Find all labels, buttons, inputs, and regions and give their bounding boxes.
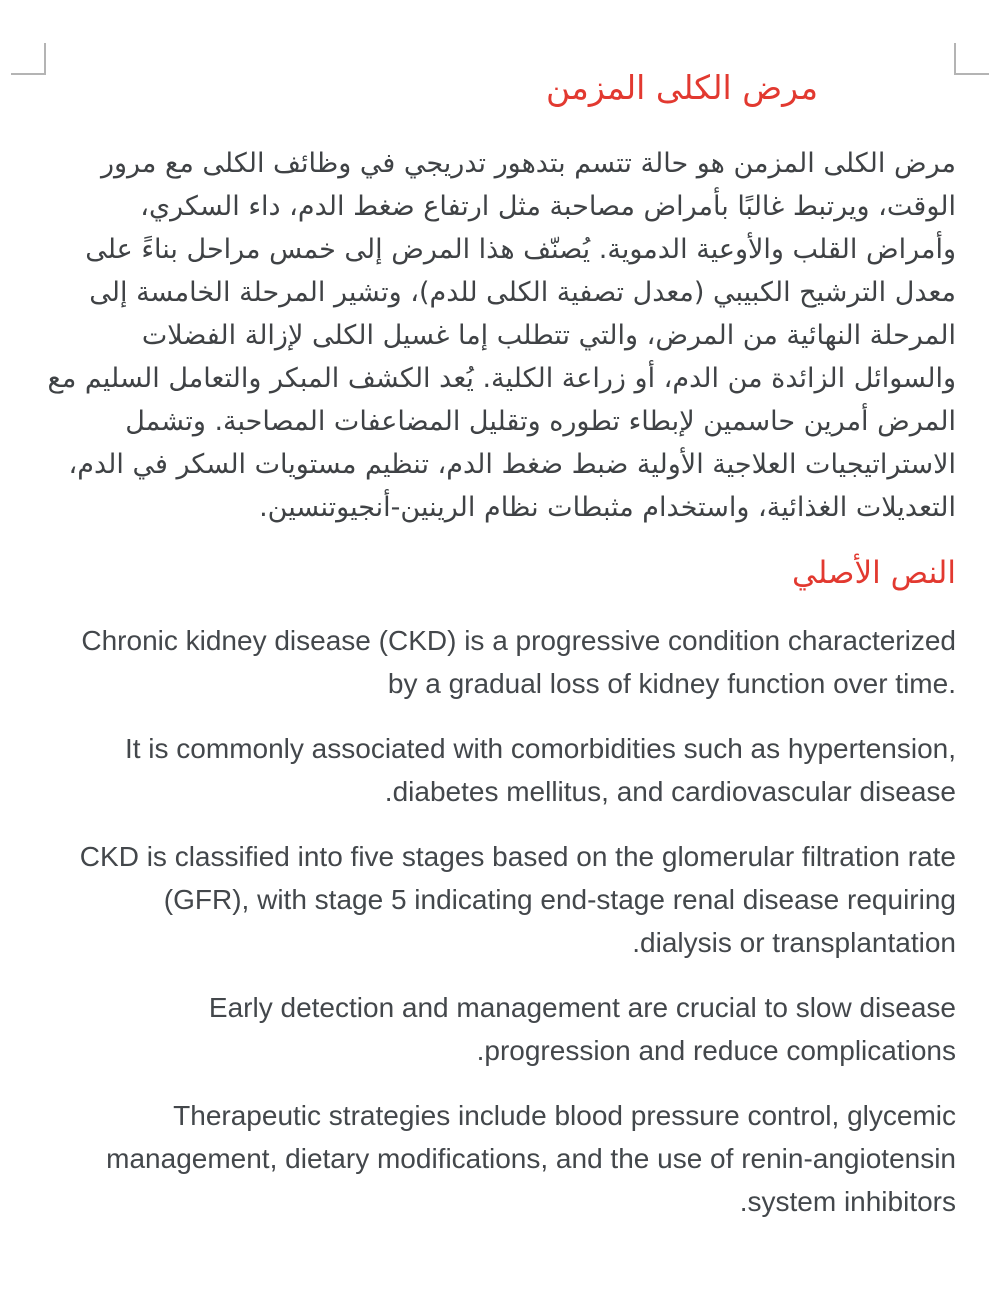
arabic-summary-paragraph: مرض الكلى المزمن هو حالة تتسم بتدهور تدريجي في وظائف الكلى مع مرور الوقت، ويرتبط غالبًا بأمراض مصاحبة مثل ارتفاع ضغط الدم، داء السكري، وأمراض القلب والأوعية الدموية. يُصنّف هذا المرض إلى خمس مراحل بناءً على معدل الترشيح الكبيبي (معدل تصفية الكلى للدم)، وتشير المرحلة الخامسة إلى المرحلة النهائية من المرض، والتي تتطلب إما غسيل الكلى لإزالة الفضلات والسوائل الزائدة من الدم، أو زراعة الكلية. يُعد الكشف المبكر والتعامل السليم مع المرض أمرين حاسمين لإبطاء تطوره وتقليل المضاعفات المصاحبة. وتشمل الاستراتيجيات العلاجية الأولية ضبط ضغط الدم، تنظيم مستويات السكر في الدم، التعديلات الغذائية، واستخدام مثبطات نظام الرينين-أنجيوتنسين.	[47, 148, 956, 523]
document-content	[0, 64, 1000, 1223]
english-paragraph-2: It is commonly associated with comorbidities such as hypertension, diabetes mellitus, and cardiovascular disease.	[124, 733, 956, 807]
english-text-block	[44, 619, 956, 1223]
english-paragraph-5: Therapeutic strategies include blood pressure control, glycemic management, dietary modifications, and the use of renin-angiotensin system inhibitors.	[106, 1100, 956, 1217]
original-text-heading: النص الأصلي	[792, 555, 956, 591]
english-paragraph-1: Chronic kidney disease (CKD) is a progressive condition characterized by a gradual loss of kidney function over time.	[81, 625, 956, 699]
page-title: مرض الكلى المزمن	[546, 68, 818, 107]
english-paragraph-3: CKD is classified into five stages based on the glomerular filtration rate (GFR), with stage 5 indicating end-stage renal disease requiring dialysis or transplantation.	[79, 841, 956, 958]
margin-corner-top-left	[11, 43, 46, 75]
margin-corner-top-right	[954, 43, 989, 75]
english-paragraph-4: Early detection and management are crucial to slow disease progression and reduce complications.	[208, 992, 956, 1066]
